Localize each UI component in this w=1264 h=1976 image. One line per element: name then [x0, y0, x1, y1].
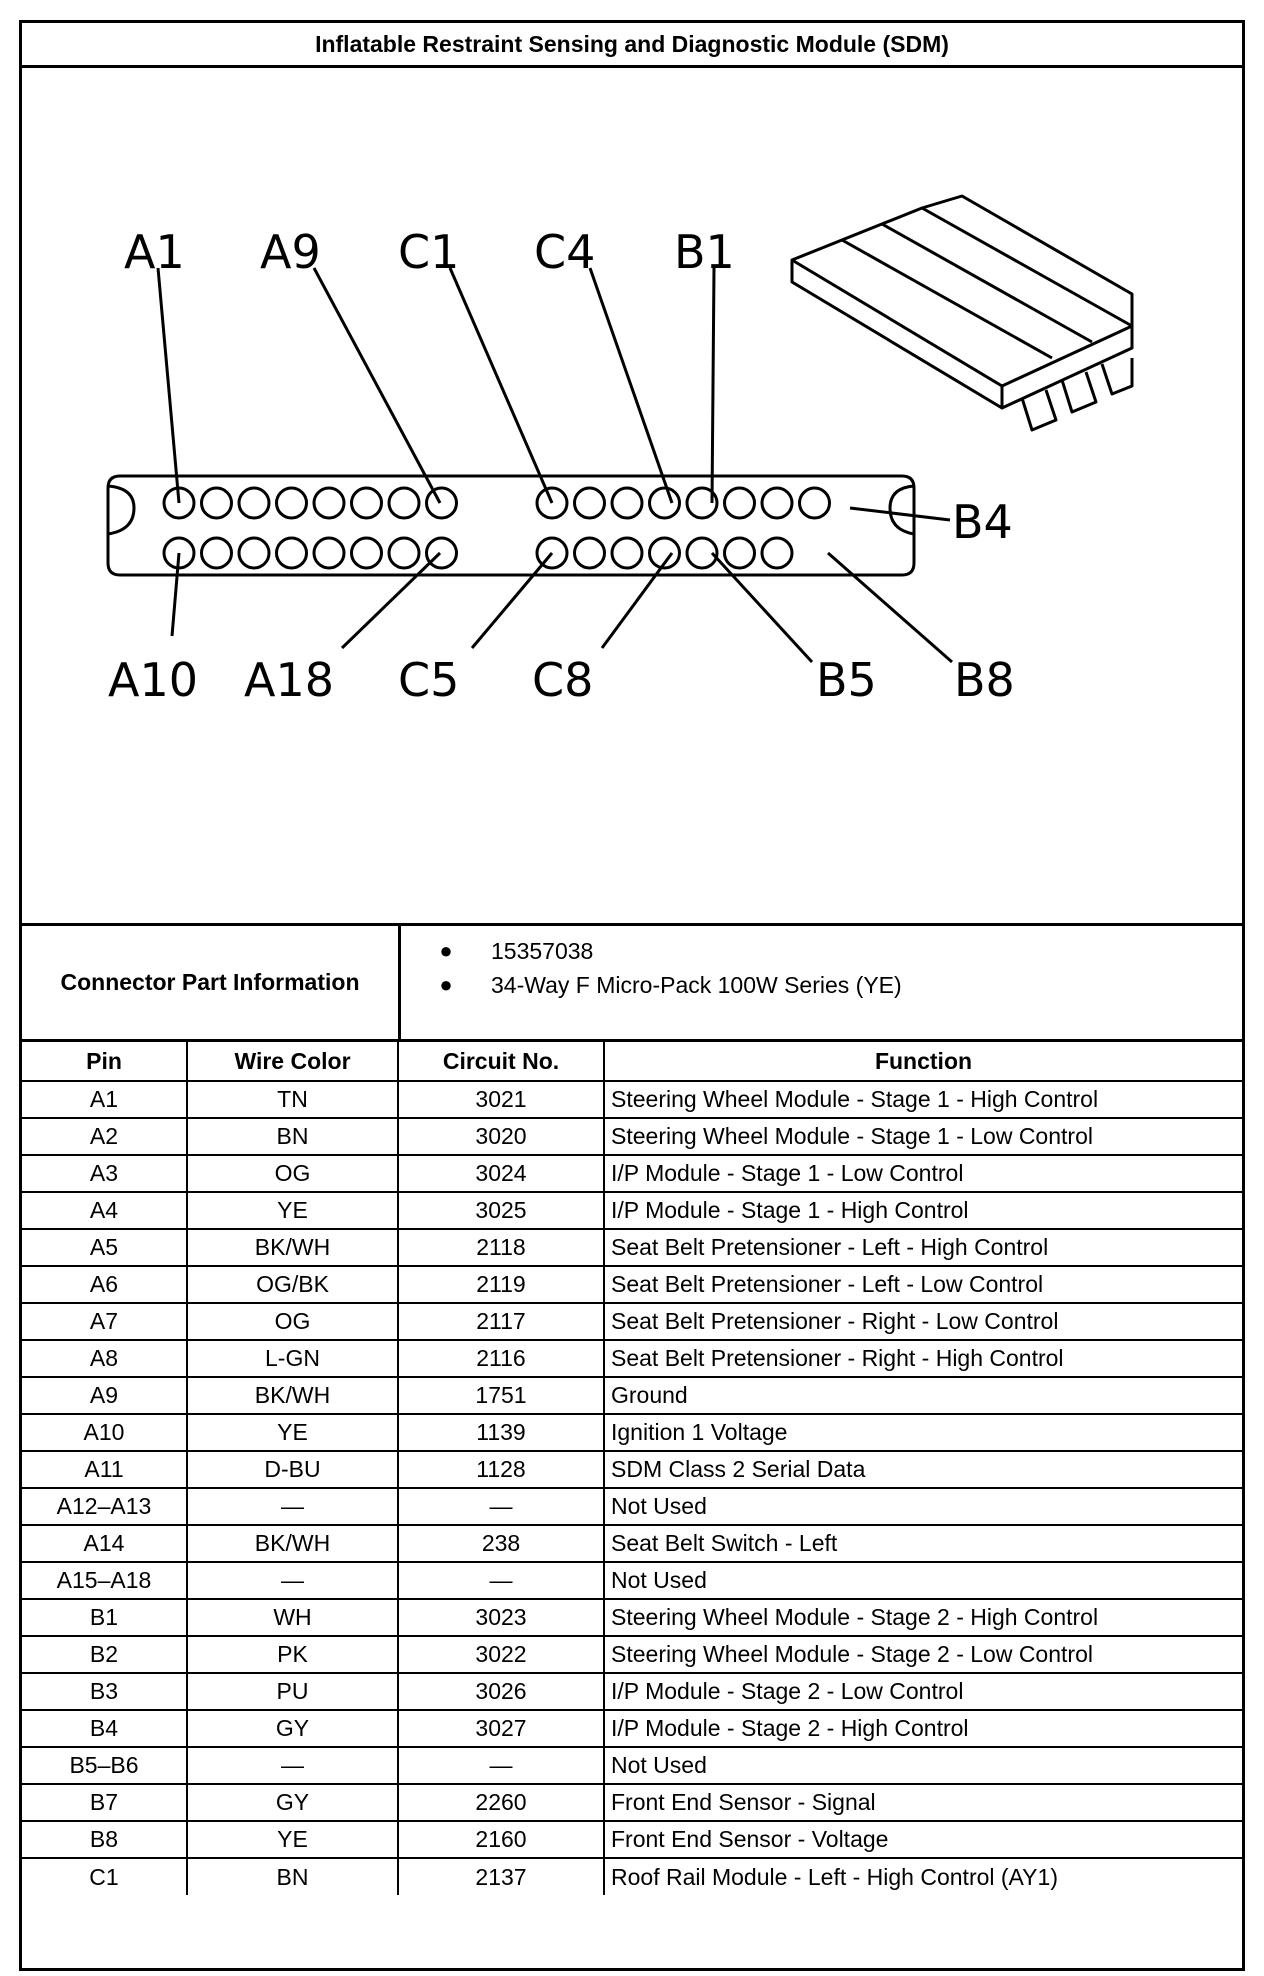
- cell-circuit-no: 3026: [398, 1673, 604, 1710]
- pin-cavity: [239, 538, 269, 568]
- label-a10: A10: [108, 653, 199, 707]
- leader-c1: [450, 268, 552, 503]
- cell-circuit-no: 2117: [398, 1303, 604, 1340]
- table-row: [22, 1340, 1242, 1377]
- cell-function: Not Used: [604, 1488, 1242, 1525]
- cell-function: Seat Belt Pretensioner - Right - Low Control: [604, 1303, 1242, 1340]
- cell-pin: A8: [22, 1340, 187, 1377]
- label-b8: B8: [954, 653, 1015, 707]
- cell-function: Front End Sensor - Voltage: [604, 1821, 1242, 1858]
- cell-wire-color: OG: [187, 1303, 398, 1340]
- cell-wire-color: BN: [187, 1118, 398, 1155]
- pinout-table: [22, 1042, 1242, 1895]
- leader-a1: [158, 268, 179, 503]
- label-b4: B4: [952, 495, 1013, 549]
- cell-pin: A14: [22, 1525, 187, 1562]
- cell-pin: A10: [22, 1414, 187, 1451]
- label-c1: C1: [398, 225, 460, 279]
- table-row: [22, 1747, 1242, 1784]
- cell-circuit-no: 3025: [398, 1192, 604, 1229]
- cell-wire-color: TN: [187, 1081, 398, 1118]
- cell-circuit-no: 1139: [398, 1414, 604, 1451]
- header-pin: Pin: [22, 1042, 187, 1081]
- pin-cavity: [575, 538, 605, 568]
- cell-wire-color: BK/WH: [187, 1229, 398, 1266]
- leader-b4: [850, 508, 950, 520]
- table-row: [22, 1303, 1242, 1340]
- table-row: [22, 1673, 1242, 1710]
- pin-cavity: [202, 488, 232, 518]
- connector-info-list: [401, 926, 1242, 1039]
- table-row: [22, 1562, 1242, 1599]
- cell-circuit-no: 3024: [398, 1155, 604, 1192]
- pin-cavity: [575, 488, 605, 518]
- pin-cavity: [314, 488, 344, 518]
- cell-wire-color: YE: [187, 1821, 398, 1858]
- cell-function: Seat Belt Pretensioner - Right - High Control: [604, 1340, 1242, 1377]
- pin-cavity: [239, 488, 269, 518]
- connector-description: 34-Way F Micro-Pack 100W Series (YE): [491, 971, 902, 998]
- leader-a18: [342, 553, 440, 648]
- cell-circuit-no: —: [398, 1562, 604, 1599]
- table-row: [22, 1636, 1242, 1673]
- pin-cavity: [277, 538, 307, 568]
- cell-circuit-no: 2116: [398, 1340, 604, 1377]
- header-circuit-no: Circuit No.: [398, 1042, 604, 1081]
- cell-pin: A1: [22, 1081, 187, 1118]
- cell-wire-color: OG: [187, 1155, 398, 1192]
- cell-pin: A4: [22, 1192, 187, 1229]
- cell-wire-color: YE: [187, 1192, 398, 1229]
- leader-b1: [712, 268, 714, 503]
- table-row: [22, 1858, 1242, 1895]
- cell-wire-color: OG/BK: [187, 1266, 398, 1303]
- table-row: [22, 1081, 1242, 1118]
- cell-circuit-no: 2119: [398, 1266, 604, 1303]
- cell-function: Steering Wheel Module - Stage 2 - High Control: [604, 1599, 1242, 1636]
- pin-cavity: [389, 488, 419, 518]
- cell-pin: C1: [22, 1858, 187, 1895]
- cell-wire-color: —: [187, 1562, 398, 1599]
- pin-cavity: [427, 488, 457, 518]
- cell-function: Steering Wheel Module - Stage 1 - Low Control: [604, 1118, 1242, 1155]
- cell-wire-color: —: [187, 1747, 398, 1784]
- table-row: [22, 1784, 1242, 1821]
- cell-wire-color: PK: [187, 1636, 398, 1673]
- pin-cavity: [725, 488, 755, 518]
- cell-function: Front End Sensor - Signal: [604, 1784, 1242, 1821]
- cell-pin: A7: [22, 1303, 187, 1340]
- connector-info-label: Connector Part Information: [22, 926, 401, 1039]
- cell-function: Not Used: [604, 1747, 1242, 1784]
- cell-pin: A6: [22, 1266, 187, 1303]
- cell-pin: B8: [22, 1821, 187, 1858]
- label-c4: C4: [534, 225, 596, 279]
- pin-cavity: [725, 538, 755, 568]
- cell-circuit-no: 1751: [398, 1377, 604, 1414]
- cell-pin: A15–A18: [22, 1562, 187, 1599]
- cell-wire-color: —: [187, 1488, 398, 1525]
- cell-circuit-no: 3022: [398, 1636, 604, 1673]
- connector-diagram: [22, 68, 1242, 926]
- cell-function: Steering Wheel Module - Stage 1 - High Control: [604, 1081, 1242, 1118]
- label-c5: C5: [398, 653, 460, 707]
- table-row: [22, 1377, 1242, 1414]
- table-row: [22, 1488, 1242, 1525]
- table-row: [22, 1525, 1242, 1562]
- table-row: [22, 1229, 1242, 1266]
- cell-function: Not Used: [604, 1562, 1242, 1599]
- pin-cavity: [314, 538, 344, 568]
- pin-cavity: [650, 488, 680, 518]
- cell-circuit-no: 2118: [398, 1229, 604, 1266]
- cell-circuit-no: 2137: [398, 1858, 604, 1895]
- cell-circuit-no: 238: [398, 1525, 604, 1562]
- cell-pin: B1: [22, 1599, 187, 1636]
- label-a1: A1: [124, 225, 185, 279]
- cell-wire-color: WH: [187, 1599, 398, 1636]
- cell-pin: A5: [22, 1229, 187, 1266]
- page-title: Inflatable Restraint Sensing and Diagnostic Module (SDM): [22, 23, 1242, 68]
- label-a18: A18: [244, 653, 335, 707]
- list-item: [401, 968, 1242, 1002]
- cell-circuit-no: 1128: [398, 1451, 604, 1488]
- cell-wire-color: GY: [187, 1710, 398, 1747]
- cell-wire-color: BK/WH: [187, 1525, 398, 1562]
- cell-wire-color: BK/WH: [187, 1377, 398, 1414]
- cell-wire-color: GY: [187, 1784, 398, 1821]
- cell-function: Roof Rail Module - Left - High Control (AY1): [604, 1858, 1242, 1895]
- table-row: [22, 1821, 1242, 1858]
- pin-cavity: [800, 488, 830, 518]
- cell-circuit-no: 3023: [398, 1599, 604, 1636]
- connector-face-drawing: [22, 68, 1242, 923]
- cell-pin: B4: [22, 1710, 187, 1747]
- cell-wire-color: BN: [187, 1858, 398, 1895]
- cell-pin: A2: [22, 1118, 187, 1155]
- cell-pin: B3: [22, 1673, 187, 1710]
- pin-cavity: [352, 488, 382, 518]
- leader-c4: [590, 268, 672, 503]
- part-number: 15357038: [491, 937, 594, 964]
- leader-b8: [828, 553, 952, 662]
- pin-cavity: [762, 488, 792, 518]
- cell-function: I/P Module - Stage 1 - High Control: [604, 1192, 1242, 1229]
- table-row: [22, 1266, 1242, 1303]
- cell-wire-color: D-BU: [187, 1451, 398, 1488]
- cell-circuit-no: 3027: [398, 1710, 604, 1747]
- cell-function: SDM Class 2 Serial Data: [604, 1451, 1242, 1488]
- cell-function: Ignition 1 Voltage: [604, 1414, 1242, 1451]
- cell-function: Seat Belt Pretensioner - Left - Low Control: [604, 1266, 1242, 1303]
- pin-cavity: [389, 538, 419, 568]
- leader-a9: [314, 268, 440, 503]
- cell-circuit-no: 2160: [398, 1821, 604, 1858]
- cell-pin: A12–A13: [22, 1488, 187, 1525]
- pin-cavity: [612, 488, 642, 518]
- cell-wire-color: L-GN: [187, 1340, 398, 1377]
- cell-wire-color: PU: [187, 1673, 398, 1710]
- cell-function: I/P Module - Stage 1 - Low Control: [604, 1155, 1242, 1192]
- label-c8: C8: [532, 653, 594, 707]
- cell-function: I/P Module - Stage 2 - High Control: [604, 1710, 1242, 1747]
- label-a9: A9: [260, 225, 321, 279]
- cell-pin: A9: [22, 1377, 187, 1414]
- table-row: [22, 1414, 1242, 1451]
- cell-function: Seat Belt Switch - Left: [604, 1525, 1242, 1562]
- pin-cavity: [612, 538, 642, 568]
- cell-function: Seat Belt Pretensioner - Left - High Control: [604, 1229, 1242, 1266]
- connector-isometric-sketch: [792, 196, 1132, 430]
- connector-left-latch: [108, 486, 134, 534]
- cell-pin: A3: [22, 1155, 187, 1192]
- table-row: [22, 1451, 1242, 1488]
- cell-wire-color: YE: [187, 1414, 398, 1451]
- leader-b5: [712, 553, 812, 662]
- cell-circuit-no: 3020: [398, 1118, 604, 1155]
- cell-pin: B5–B6: [22, 1747, 187, 1784]
- bullet-icon: ●: [439, 938, 453, 963]
- label-b5: B5: [816, 653, 877, 707]
- header-function: Function: [604, 1042, 1242, 1081]
- pin-cavity: [277, 488, 307, 518]
- cell-function: Ground: [604, 1377, 1242, 1414]
- table-row: [22, 1599, 1242, 1636]
- table-row: [22, 1710, 1242, 1747]
- list-item: [401, 934, 1242, 968]
- pin-cavity: [352, 538, 382, 568]
- table-row: [22, 1192, 1242, 1229]
- cell-pin: B2: [22, 1636, 187, 1673]
- cell-pin: B7: [22, 1784, 187, 1821]
- cell-pin: A11: [22, 1451, 187, 1488]
- connector-right-latch: [890, 486, 914, 534]
- cell-function: Steering Wheel Module - Stage 2 - Low Control: [604, 1636, 1242, 1673]
- cell-circuit-no: —: [398, 1488, 604, 1525]
- pin-cavity: [762, 538, 792, 568]
- table-row: [22, 1155, 1242, 1192]
- cell-circuit-no: 3021: [398, 1081, 604, 1118]
- pinout-sheet: [19, 20, 1245, 1971]
- cell-circuit-no: 2260: [398, 1784, 604, 1821]
- pin-cavity: [202, 538, 232, 568]
- table-header-row: [22, 1042, 1242, 1081]
- table-row: [22, 1118, 1242, 1155]
- cell-function: I/P Module - Stage 2 - Low Control: [604, 1673, 1242, 1710]
- header-wire-color: Wire Color: [187, 1042, 398, 1081]
- leader-c8: [602, 553, 672, 648]
- leader-c5: [472, 553, 552, 648]
- bullet-icon: ●: [439, 972, 453, 997]
- cell-circuit-no: —: [398, 1747, 604, 1784]
- connector-part-info: [22, 926, 1242, 1042]
- label-b1: B1: [674, 225, 735, 279]
